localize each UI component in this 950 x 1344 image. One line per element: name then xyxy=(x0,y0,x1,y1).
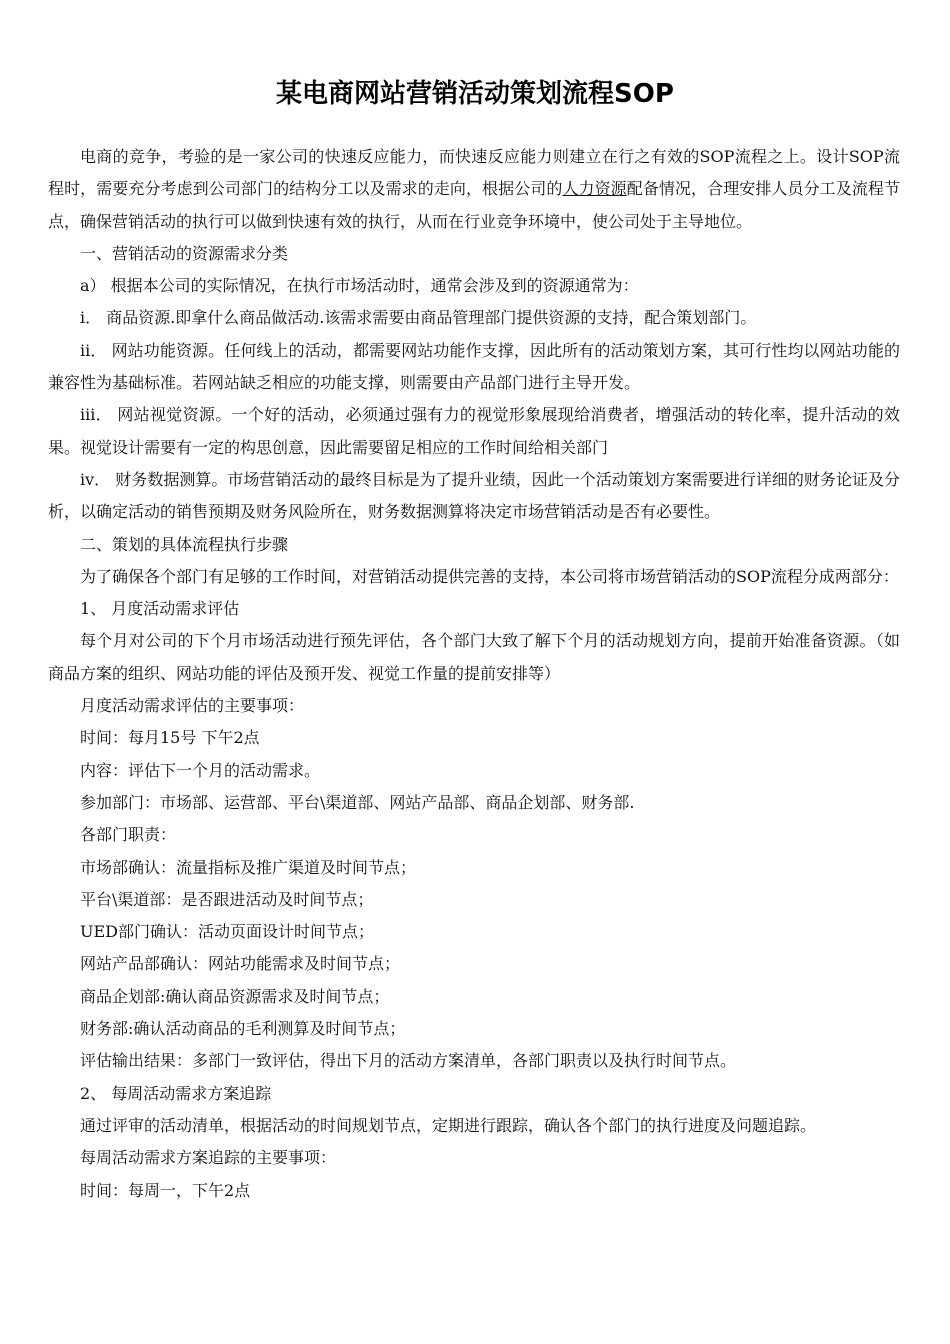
paragraph-duty-merchandising: 商品企划部:确认商品资源需求及时间节点； xyxy=(80,986,390,1006)
subheading-weekly-tracking: 2、 每周活动需求方案追踪 xyxy=(80,1083,272,1103)
section-heading-resource-types: 一、营销活动的资源需求分类 xyxy=(80,243,289,263)
paragraph-monthly-content: 内容：评估下一个月的活动需求。 xyxy=(80,760,321,780)
paragraph-visual-resource: iii． 网站视觉资源。一个好的活动，必须通过强有力的视觉形象展现给消费者，增强活动的转化率，提升活动的效果。视觉设计需要有一定的构思创意，因此需要留足相应的工作时间给相关部门 xyxy=(48,405,900,457)
paragraph-duty-marketing: 市场部确认：流量指标及推广渠道及时间节点； xyxy=(80,857,417,877)
intro-paragraph xyxy=(48,141,900,238)
paragraph-duty-product: 网站产品部确认：网站功能需求及时间节点； xyxy=(80,954,401,974)
paragraph-monthly-items: 月度活动需求评估的主要事项： xyxy=(80,696,305,716)
intro-text-after-link: 配备情况，合理安排人员分工及流程节点，确保营销活动的执行可以做到快速有效的执行，从而在行业竞争环境中，使公司处于主导地位。 xyxy=(48,179,900,231)
paragraph-finance-resource: iv． 财务数据测算。市场营销活动的最终目标是为了提升业绩，因此一个活动策划方案需要进行详细的财务论证及分析，以确定活动的销售预期及财务风险所在，财务数据测算将决定市场营销活动是否有必要性。 xyxy=(48,469,900,522)
document-title: 某电商网站营销活动策划流程SOP xyxy=(276,79,674,109)
paragraph-monthly-departments: 参加部门：市场部、运营部、平台\渠道部、网站产品部、商品企划部、财务部. xyxy=(80,792,635,812)
subheading-monthly-review: 1、 月度活动需求评估 xyxy=(80,599,240,619)
paragraph-monthly-review: 每个月对公司的下个月市场活动进行预先评估，各个部门大致了解下个月的活动规划方向，提前开始准备资源。（如商品方案的组织、网站功能的评估及预开发、视觉工作量的提前安排等） xyxy=(48,631,900,683)
paragraph-product-resource: i． 商品资源.即拿什么商品做活动.该需求需要由商品管理部门提供资源的支持，配合策划部门。 xyxy=(80,308,757,328)
paragraph-monthly-time: 时间：每月15号 下午2点 xyxy=(80,728,260,748)
paragraph-site-function-resource: ii． 网站功能资源。任何线上的活动，都需要网站功能作支撑，因此所有的活动策划方案，其可行性均以网站功能的兼容性为基础标准。若网站缺乏相应的功能支撑，则需要由产品部门进行主导开发。 xyxy=(48,340,900,393)
paragraph-duty-channel: 平台\渠道部：是否跟进活动及时间节点； xyxy=(80,889,374,909)
paragraph-resource-intro: a） 根据本公司的实际情况，在执行市场活动时，通常会涉及到的资源通常为： xyxy=(80,276,639,296)
paragraph-weekly-time: 时间：每周一，下午2点 xyxy=(80,1180,251,1200)
paragraph-weekly-items: 每周活动需求方案追踪的主要事项： xyxy=(80,1148,337,1168)
paragraph-review-output: 评估输出结果：多部门一致评估，得出下月的活动方案清单，各部门职责以及执行时间节点。 xyxy=(80,1051,737,1071)
paragraph-weekly-tracking: 通过评审的活动清单，根据活动的时间规划节点，定期进行跟踪，确认各个部门的执行进度及问题追踪。 xyxy=(80,1115,817,1135)
intro-text-before-link: 电商的竞争，考验的是一家公司的快速反应能力，而快速反应能力则建立在行之有效的SOP流程之上。设计SOP流程时，需要充分考虑到公司部门的结构分工以及需求的走向，根据公司的 xyxy=(48,147,900,199)
paragraph-duty-finance: 财务部:确认活动商品的毛利测算及时间节点； xyxy=(80,1019,406,1039)
hr-link[interactable]: 人力资源 xyxy=(562,179,627,199)
paragraph-department-duties: 各部门职责： xyxy=(80,825,177,845)
document-body xyxy=(48,141,900,1207)
paragraph-process-intro: 为了确保各个部门有足够的工作时间，对营销活动提供完善的支持，本公司将市场营销活动的SOP流程分成两部分： xyxy=(80,566,899,586)
section-heading-process-steps: 二、策划的具体流程执行步骤 xyxy=(80,534,289,554)
paragraph-duty-ued: UED部门确认：活动页面设计时间节点； xyxy=(80,922,374,942)
